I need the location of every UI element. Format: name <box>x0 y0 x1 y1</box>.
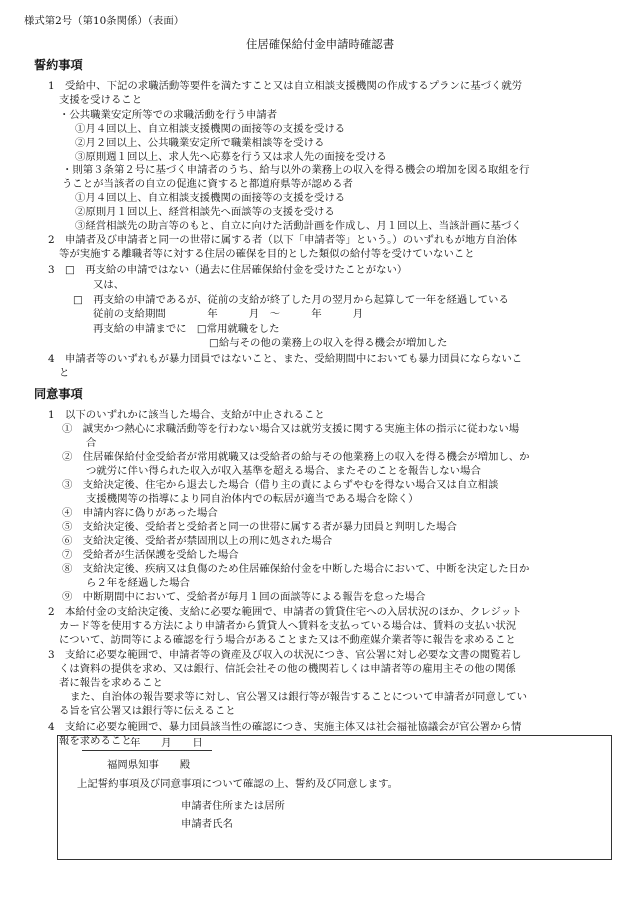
oath-heading: 誓約事項 <box>34 58 83 72</box>
consent-line: ⑧ 支給決定後、疾病又は負傷のため住居確保給付金を中断した場合において、中断を決定した日か <box>62 563 530 575</box>
oath-line: 又は、 <box>93 279 125 291</box>
oath-line: □給与その他の業務上の収入を得る機会が増加した <box>209 337 448 349</box>
consent-line: 3 支給に必要な範囲で、申請者等の資産及び収入の状況につき、官公署に対し必要な文書の閲覧若し <box>48 649 522 661</box>
consent-line: 支援機関等の指導により同自治体内での転居が適当である場合を除く） <box>86 493 419 505</box>
consent-line: ① 誠実かつ熱心に求職活動等を行わない場合又は就労支援に関する実施主体の指示に従わない場 <box>62 423 520 435</box>
consent-line: ③ 支給決定後、住宅から退去した場合（借り主の責によらずやむを得ない場合又は自立相談 <box>62 479 499 491</box>
oath-line: ・則第３条第２号に基づく申請者のうち、給与以外の業務上の収入を得る機会の増加を図る取組を行 <box>62 164 530 176</box>
oath-line: 1 受給中、下記の求職活動等要件を満たすこと又は自立相談支援機関の作成するプランに基づく就労 <box>48 80 523 92</box>
consent-heading: 同意事項 <box>34 387 83 401</box>
signature-box <box>57 735 612 860</box>
oath-line: 4 申請者等のいずれもが暴力団員ではないこと、また、受給期間中においても暴力団員にならないこ <box>48 353 523 365</box>
consent-line: くは資料の提供を求め、又は銀行、信託会社その他の機関若しくは申請者等の雇用主その他の関係 <box>59 663 516 675</box>
consent-line: また、自治体の報告要求等に対し、官公署又は銀行等が報告することについて申請者が同意してい <box>70 691 527 703</box>
consent-line: ⑨ 中断期間中において、受給者が毎月１回の面談等による報告を怠った場合 <box>62 591 426 603</box>
oath-line: ①月４回以上、自立相談支援機関の面接等の支援を受ける <box>75 192 346 204</box>
oath-line: うことが当該者の自立の促進に資すると都道府県等が認める者 <box>62 178 353 190</box>
oath-line: 2 申請者及び申請者と同一の世帯に属する者（以下「申請者等」という。）のいずれもが地方自治体 <box>48 234 517 246</box>
applicant-address-label: 申請者住所または居所 <box>181 800 285 812</box>
date-underline <box>82 750 212 751</box>
consent-line: ⑦ 受給者が生活保護を受給した場合 <box>62 549 239 561</box>
oath-line: ②原則月１回以上、経営相談先へ面談等の支援を受ける <box>75 206 335 218</box>
consent-line: 報を求めること <box>59 735 132 747</box>
oath-line: と <box>59 367 70 379</box>
consent-line: ⑤ 支給決定後、受給者と受給者と同一の世帯に属する者が暴力団員と判明した場合 <box>62 521 457 533</box>
consent-line: ら２年を経過した場合 <box>86 577 190 589</box>
consent-line: カード等を使用する方法により申請者から賃貸人へ賃料を支払っている場合は、賃料の支払い状況 <box>59 620 517 632</box>
consent-line: 2 本給付金の支給決定後、支給に必要な範囲で、申請者の賃貸住宅への入居状況のほか、クレジット <box>48 606 522 618</box>
consent-line: ⑥ 支給決定後、受給者が禁固刑以上の刑に処された場合 <box>62 535 333 547</box>
document-title: 住居確保給付金申請時確認書 <box>246 37 395 51</box>
oath-line: 支援を受けること <box>59 94 143 106</box>
consent-line: 1 以下のいずれかに該当した場合、支給が中止されること <box>48 409 325 421</box>
signature-date: 年 月 日 <box>130 737 203 749</box>
oath-line: 3 □ 再支給の申請ではない（過去に住居確保給付金を受けたことがない） <box>48 264 408 276</box>
consent-line: ④ 申請内容に偽りがあった場合 <box>62 507 218 519</box>
oath-line: ③経営相談先の助言等のもと、自立に向けた活動計画を作成し、月１回以上、当該計画に基づく <box>75 220 522 232</box>
consent-line: ② 住居確保給付金受給者が常用就職又は受給者の給与その他業務上の収入を得る機会が増加し、か <box>62 451 530 463</box>
oath-line: ①月４回以上、自立相談支援機関の面接等の支援を受ける <box>75 123 346 135</box>
oath-line: 従前の支給期間 年 月 〜 年 月 <box>93 308 364 320</box>
consent-statement: 上記誓約事項及び同意事項について確認の上、誓約及び同意します。 <box>77 778 399 790</box>
oath-line: ②月２回以上、公共職業安定所で職業相談等を受ける <box>75 137 325 149</box>
addressee: 福岡県知事 殿 <box>107 759 191 771</box>
oath-line: □ 再支給の申請であるが、従前の支給が終了した月の翌月から起算して一年を経過している <box>73 294 509 306</box>
form-label: 様式第2号（第10条関係）（表面） <box>24 15 185 27</box>
consent-line: つ就労に伴い得られた収入が収入基準を超える場合、またそのことを報告しない場合 <box>86 465 481 477</box>
consent-line: 者に報告を求めること <box>59 677 163 689</box>
oath-line: 再支給の申請までに □常用就職をした <box>93 323 280 335</box>
consent-line: 合 <box>86 437 97 449</box>
consent-line: について、訪問等による確認を行う場合があることまた又は不動産媒介業者等に報告を求めること <box>59 634 516 646</box>
applicant-name-label: 申請者氏名 <box>181 818 233 830</box>
oath-line: ③原則週１回以上、求人先へ応募を行う又は求人先の面接を受ける <box>75 151 387 163</box>
consent-line: る旨を官公署又は銀行等に伝えること <box>59 705 236 717</box>
oath-line: ・公共職業安定所等での求職活動を行う申請者 <box>59 109 278 121</box>
consent-line: 4 支給に必要な範囲で、暴力団員該当性の確認につき、実施主体又は社会福祉協議会が官公署から情 <box>48 721 522 733</box>
oath-line: 等が実施する離職者等に対する住居の確保を目的とした類似の給付等を受けていないこと <box>59 248 475 260</box>
